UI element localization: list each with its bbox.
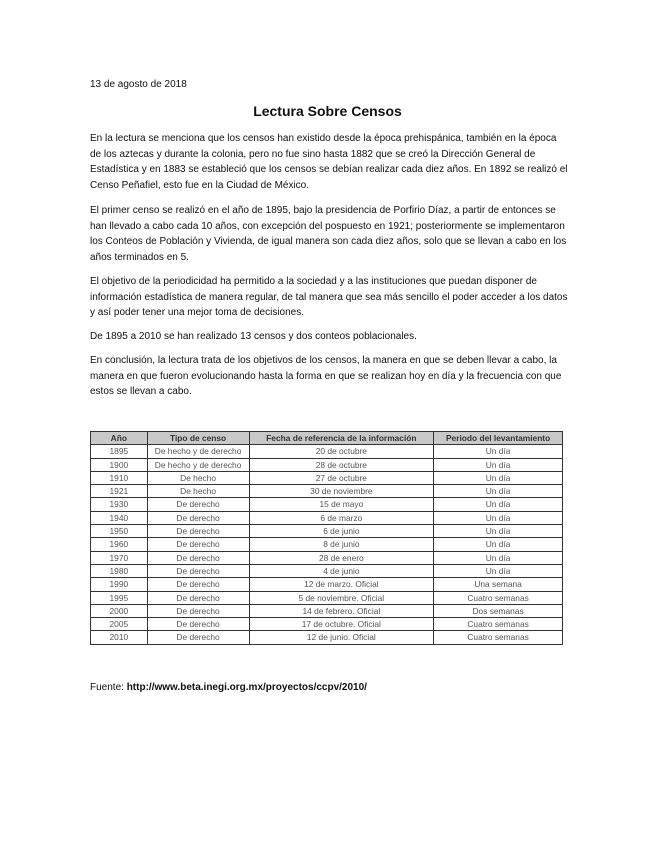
cell-census-type: De derecho <box>147 564 249 577</box>
cell-reference-date: 17 de octubre. Oficial <box>249 618 434 631</box>
cell-survey-period: Un día <box>434 538 563 551</box>
cell-survey-period: Dos semanas <box>434 604 563 617</box>
cell-reference-date: 28 de octubre <box>249 458 434 471</box>
census-table <box>90 431 563 645</box>
table-row <box>91 458 563 471</box>
cell-survey-period: Un día <box>434 471 563 484</box>
cell-year: 1995 <box>91 591 148 604</box>
table-row <box>91 578 563 591</box>
cell-survey-period: Una semana <box>434 578 563 591</box>
table-header-row <box>91 432 563 445</box>
paragraph-4: De 1895 a 2010 se han realizado 13 censos y dos conteos poblacionales. <box>90 331 417 342</box>
cell-reference-date: 5 de noviembre. Oficial <box>249 591 434 604</box>
cell-census-type: De derecho <box>147 618 249 631</box>
header-survey-period: Periodo del levantamiento <box>434 432 563 445</box>
cell-census-type: De derecho <box>147 604 249 617</box>
cell-year: 2000 <box>91 604 148 617</box>
source-url[interactable]: http://www.beta.inegi.org.mx/proyectos/ccpv/2010/ <box>126 682 367 693</box>
cell-census-type: De derecho <box>147 538 249 551</box>
table-row <box>91 485 563 498</box>
cell-reference-date: 27 de octubre <box>249 471 434 484</box>
paragraph-2: El primer censo se realizó en el año de 1895, bajo la presidencia de Porfirio Díaz, a partir de entonces se han llevado a cabo cada 10 años, con excepción del pospuesto en 1921; posteriormente se implementaron los Conteos de Población y Vivienda, de igual manera son cada diez años, solo que se llevan a cabo en los años terminados en 5. <box>90 205 567 263</box>
source-label: Fuente: <box>90 682 124 693</box>
cell-survey-period: Un día <box>434 458 563 471</box>
cell-survey-period: Cuatro semanas <box>434 618 563 631</box>
cell-survey-period: Un día <box>434 564 563 577</box>
cell-census-type: De hecho <box>147 471 249 484</box>
cell-census-type: De hecho <box>147 485 249 498</box>
cell-year: 1950 <box>91 525 148 538</box>
cell-survey-period: Cuatro semanas <box>434 591 563 604</box>
cell-year: 1895 <box>91 445 148 458</box>
cell-census-type: De derecho <box>147 525 249 538</box>
header-year: Año <box>91 432 148 445</box>
cell-survey-period: Un día <box>434 525 563 538</box>
cell-census-type: De derecho <box>147 511 249 524</box>
cell-census-type: De derecho <box>147 498 249 511</box>
table-row <box>91 525 563 538</box>
cell-survey-period: Un día <box>434 498 563 511</box>
table-row <box>91 498 563 511</box>
cell-survey-period: Un día <box>434 485 563 498</box>
cell-reference-date: 28 de enero <box>249 551 434 564</box>
table-row <box>91 604 563 617</box>
table-row <box>91 618 563 631</box>
table-row <box>91 445 563 458</box>
cell-reference-date: 30 de noviembre <box>249 485 434 498</box>
paragraph-5: En conclusión, la lectura trata de los objetivos de los censos, la manera en que se deben llevar a cabo, la manera en que fueron evolucionando hasta la forma en que se realizan hoy en día y la frecuencia con que estos se llevan a cabo. <box>90 355 562 398</box>
source-line <box>90 682 367 693</box>
cell-reference-date: 6 de marzo <box>249 511 434 524</box>
cell-reference-date: 20 de octubre <box>249 445 434 458</box>
cell-year: 1921 <box>91 485 148 498</box>
cell-survey-period: Un día <box>434 511 563 524</box>
table-row <box>91 551 563 564</box>
cell-year: 1900 <box>91 458 148 471</box>
cell-reference-date: 12 de junio. Oficial <box>249 631 434 644</box>
cell-reference-date: 6 de junio <box>249 525 434 538</box>
document-date: 13 de agosto de 2018 <box>90 79 187 90</box>
table-row <box>91 511 563 524</box>
table-row <box>91 631 563 644</box>
cell-year: 2010 <box>91 631 148 644</box>
cell-year: 1910 <box>91 471 148 484</box>
cell-year: 2005 <box>91 618 148 631</box>
document-title: Lectura Sobre Censos <box>253 103 402 119</box>
paragraph-3: El objetivo de la periodicidad ha permitido a la sociedad y a las instituciones que puedan disponer de información estadística de manera regular, de tal manera que sea más sencillo el poder acceder a los datos y así poder tener una mejor toma de decisiones. <box>90 276 568 319</box>
cell-survey-period: Un día <box>434 445 563 458</box>
cell-census-type: De derecho <box>147 551 249 564</box>
header-census-type: Tipo de censo <box>147 432 249 445</box>
cell-year: 1940 <box>91 511 148 524</box>
table-body <box>91 445 563 644</box>
cell-year: 1980 <box>91 564 148 577</box>
cell-census-type: De derecho <box>147 591 249 604</box>
cell-census-type: De derecho <box>147 578 249 591</box>
cell-year: 1960 <box>91 538 148 551</box>
table-row <box>91 564 563 577</box>
cell-year: 1970 <box>91 551 148 564</box>
cell-reference-date: 14 de febrero. Oficial <box>249 604 434 617</box>
cell-reference-date: 4 de junio <box>249 564 434 577</box>
header-reference-date: Fecha de referencia de la información <box>249 432 434 445</box>
cell-survey-period: Un día <box>434 551 563 564</box>
cell-reference-date: 8 de junio <box>249 538 434 551</box>
cell-survey-period: Cuatro semanas <box>434 631 563 644</box>
paragraph-1: En la lectura se menciona que los censos han existido desde la época prehispánica, también en la época de los aztecas y durante la colonia, pero no fue sino hasta 1882 que se creó la Dirección General de Estadística y en 1883 se estableció que los censos se debían realizar cada diez años. En 1892 se realizó el Censo Peñafiel, esto fue en la Ciudad de México. <box>90 133 568 191</box>
cell-year: 1990 <box>91 578 148 591</box>
cell-census-type: De derecho <box>147 631 249 644</box>
table-row <box>91 591 563 604</box>
cell-reference-date: 15 de mayo <box>249 498 434 511</box>
cell-year: 1930 <box>91 498 148 511</box>
cell-census-type: De hecho y de derecho <box>147 445 249 458</box>
cell-census-type: De hecho y de derecho <box>147 458 249 471</box>
table-row <box>91 471 563 484</box>
cell-reference-date: 12 de marzo. Oficial <box>249 578 434 591</box>
table-row <box>91 538 563 551</box>
